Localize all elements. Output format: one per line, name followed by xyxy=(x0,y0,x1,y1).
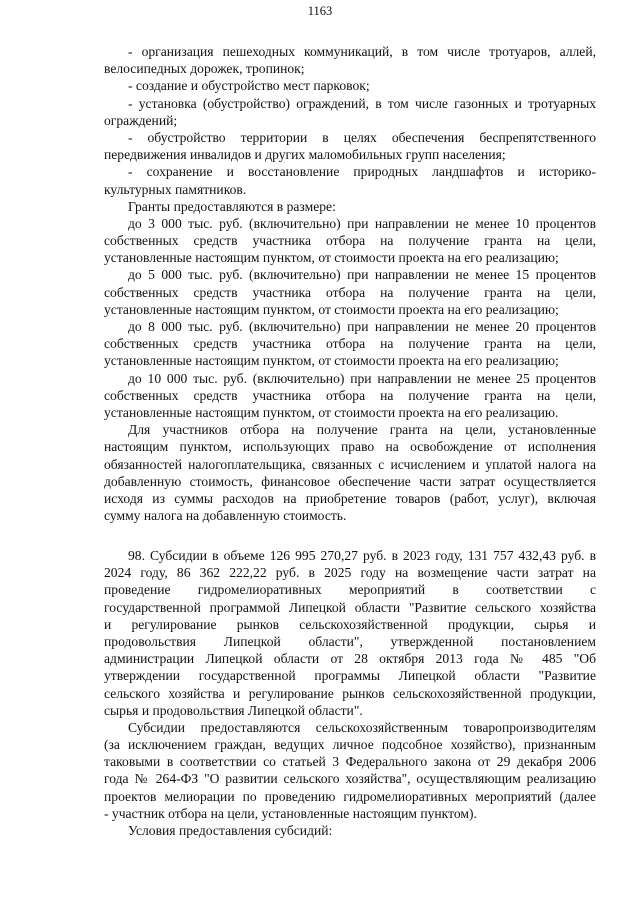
text-line: настоящим пунктом, использующих право на освобождение от исполнения xyxy=(104,439,596,455)
text-line: - сохранение и восстановление природных ландшафтов и историко- xyxy=(128,164,596,180)
text-line: сельского хозяйства и регулирование рынков сельскохозяйственной продукции, xyxy=(104,685,596,701)
text-line: культурных памятников. xyxy=(104,181,247,197)
text-line: собственных средств участника отбора на получение гранта на цели, xyxy=(104,284,596,300)
text-line: таковыми в соответствии со статьей 3 Федерального закона от 29 декабря 2006 xyxy=(104,754,596,770)
text-line: собственных средств участника отбора на получение гранта на цели, xyxy=(104,336,596,352)
text-line: года № 264-ФЗ "О развитии сельского хозяйства", осуществляющим реализацию xyxy=(104,771,596,787)
text-line: сырья и продовольствия Липецкой области". xyxy=(104,702,363,718)
text-line: проведение гидромелиоративных мероприятий в соответствии с xyxy=(104,582,596,598)
text-block-grants xyxy=(104,43,596,524)
text-line: 98. Субсидии в объеме 126 995 270,27 руб. в 2023 году, 131 757 432,43 руб. в xyxy=(128,548,596,563)
text-line: исходя из суммы расходов на приобретение товаров (работ, услуг), включая xyxy=(104,490,596,506)
text-line: - организация пешеходных коммуникаций, в том числе тротуаров, аллей, xyxy=(128,44,596,59)
page-number: 1163 xyxy=(307,4,333,18)
text-line: Гранты предоставляются в размере: xyxy=(128,198,336,214)
text-block-subsidies xyxy=(104,547,596,839)
text-line: до 5 000 тыс. руб. (включительно) при направлении не менее 15 процентов xyxy=(128,267,596,283)
text-line: и регулирование рынков сельскохозяйственной продукции, сырья и xyxy=(104,616,596,632)
text-line: продовольствия Липецкой области", утвержденной постановлением xyxy=(104,633,596,649)
text-line: проектов мелиорации по проведению гидромелиоративных мероприятий (далее xyxy=(104,788,596,804)
text-line: передвижения инвалидов и других маломобильных групп населения; xyxy=(104,147,506,163)
text-line: Для участников отбора на получение гранта на цели, установленные xyxy=(128,422,596,438)
text-line: - установка (обустройство) ограждений, в том числе газонных и тротуарных xyxy=(128,95,596,111)
text-line: утверждении государственной программы Липецкой области "Развитие xyxy=(104,668,596,684)
text-line: Субсидии предоставляются сельскохозяйственным товаропроизводителям xyxy=(128,719,596,735)
text-line: до 3 000 тыс. руб. (включительно) при направлении не менее 10 процентов xyxy=(128,215,596,231)
text-line: государственной программой Липецкой области "Развитие сельского хозяйства xyxy=(104,599,596,615)
text-line: администрации Липецкой области от 28 октября 2013 года № 485 "Об xyxy=(104,651,596,667)
text-line: установленные настоящим пунктом, от стоимости проекта на его реализацию; xyxy=(104,353,559,369)
text-line: сумму налога на добавленную стоимость. xyxy=(104,508,347,524)
text-line: до 8 000 тыс. руб. (включительно) при направлении не менее 20 процентов xyxy=(128,319,596,334)
text-line: обязанностей налогоплательщика, связанных с исчислением и уплатой налога на xyxy=(104,456,596,472)
text-line: ограждений; xyxy=(104,112,178,128)
text-line: установленные настоящим пунктом, от стоимости проекта на его реализацию; xyxy=(104,301,559,317)
text-line: установленные настоящим пунктом, от стоимости проекта на его реализацию; xyxy=(104,250,559,266)
text-line: 2024 году, 86 362 222,22 руб. в 2025 году на возмещение части затрат на xyxy=(104,565,596,581)
text-line: - создание и обустройство мест парковок; xyxy=(128,78,370,94)
text-line: собственных средств участника отбора на получение гранта на цели, xyxy=(104,233,596,249)
text-line: до 10 000 тыс. руб. (включительно) при направлении не менее 25 процентов xyxy=(128,370,596,386)
text-line: добавленную стоимость, финансовое обеспечение части затрат осуществляется xyxy=(104,473,596,489)
text-line: установленные настоящим пунктом, от стоимости проекта на его реализацию. xyxy=(104,404,559,420)
text-line: велосипедных дорожек, тропинок; xyxy=(104,61,305,77)
text-line: - участник отбора на цели, установленные настоящим пунктом). xyxy=(104,805,477,821)
text-line: - обустройство территории в целях обеспечения беспрепятственного xyxy=(128,129,596,145)
text-line: Условия предоставления субсидий: xyxy=(128,823,333,838)
text-line: собственных средств участника отбора на получение гранта на цели, xyxy=(104,387,596,403)
text-line: (за исключением граждан, ведущих личное подсобное хозяйство), признанным xyxy=(104,737,596,753)
